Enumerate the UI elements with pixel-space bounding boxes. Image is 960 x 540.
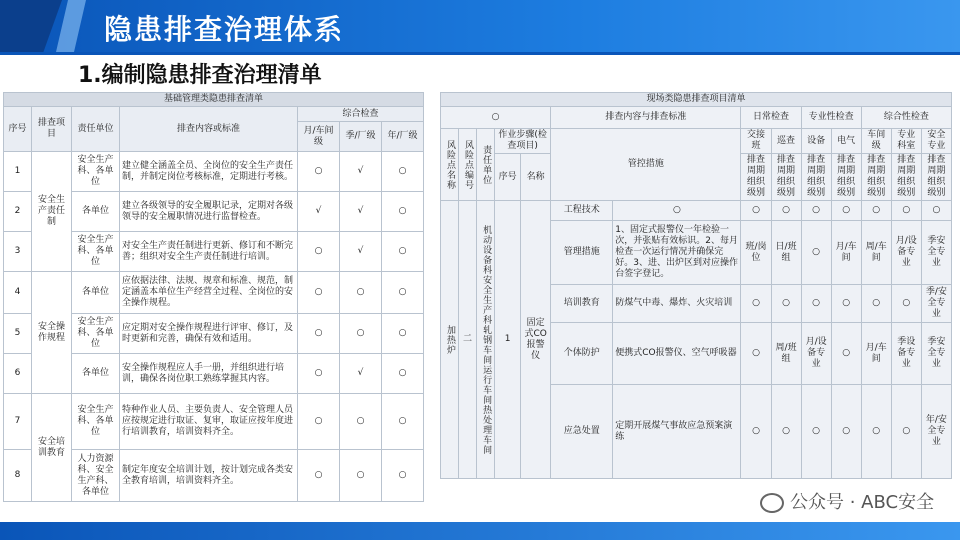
row-content: 应依据法律、法规、规章和标准、规范，制定涵盖本单位生产经营全过程、全岗位的安全操作规程。 <box>120 272 298 314</box>
cell: 季/安全专业 <box>921 285 951 323</box>
table-row <box>4 152 424 192</box>
risk-no-value: 二 <box>459 201 477 479</box>
row-dept: 安全生产科、各单位 <box>72 314 120 354</box>
header-daily: 日常检查 <box>741 107 801 129</box>
header-group: 综合检查 <box>298 107 424 122</box>
cell: ○ <box>741 323 771 385</box>
header-item: 排查项目 <box>32 107 72 152</box>
basic-management-table <box>3 92 424 502</box>
risk-point-value: 加热炉 <box>445 324 456 355</box>
cell: ○ <box>861 285 891 323</box>
header-equip: 设备 <box>801 129 831 154</box>
header-name: 名称 <box>521 154 551 201</box>
cell: ○ <box>891 385 921 479</box>
header-content: 排查内容或标准 <box>120 107 298 152</box>
cell: 月/设备专业 <box>801 323 831 385</box>
row-quarterly: ○ <box>340 272 382 314</box>
cell: ○ <box>831 385 861 479</box>
row-dept: 各单位 <box>72 272 120 314</box>
header-comprehensive: 综合性检查 <box>861 107 951 129</box>
cell: 月/车间 <box>831 221 861 285</box>
cell: 年/安全专业 <box>921 385 951 479</box>
row-monthly: √ <box>298 192 340 232</box>
row-yearly: ○ <box>382 450 424 502</box>
measure-cat: 培训教育 <box>551 285 613 323</box>
header-quarterly: 季/厂级 <box>340 122 382 152</box>
row-dept: 各单位 <box>72 192 120 232</box>
measure-cat: 工程技术 <box>551 201 613 221</box>
org-level: 排查周期组织级别 <box>891 154 921 201</box>
measure-cat: 管理措施 <box>551 221 613 285</box>
row-seq: 5 <box>4 314 32 354</box>
measure-text: ○ <box>613 201 741 221</box>
row-monthly: ○ <box>298 272 340 314</box>
cell: 班/岗位 <box>741 221 771 285</box>
cell: 季安全专业 <box>921 221 951 285</box>
row-dept: 安全生产科、各单位 <box>72 394 120 450</box>
row-quarterly: ○ <box>340 394 382 450</box>
table-row <box>4 272 424 314</box>
page-subtitle: 1.编制隐患排查治理清单 <box>78 63 322 88</box>
header-control: 管控措施 <box>551 129 741 201</box>
row-content: 建立各级领导的安全履职记录，定期对各级领导的安全履职情况进行监督检查。 <box>120 192 298 232</box>
org-level: 排查周期组织级别 <box>801 154 831 201</box>
row-dept: 人力资源科、安全生产科、各单位 <box>72 450 120 502</box>
row-monthly: ○ <box>298 232 340 272</box>
header-risk-no: 风险点编号 <box>463 139 474 190</box>
row-seq: 6 <box>4 354 32 394</box>
header-seq: 序号 <box>495 154 521 201</box>
row-content: 建立健全涵盖全员、全岗位的安全生产责任制，并制定岗位考核标准，定期进行考核。 <box>120 152 298 192</box>
org-level: 排查周期组织级别 <box>831 154 861 201</box>
row-quarterly: √ <box>340 232 382 272</box>
cell: ○ <box>831 201 861 221</box>
table1-caption: 基础管理类隐患排查清单 <box>4 93 424 107</box>
cell: 周/车间 <box>861 221 891 285</box>
cell: ○ <box>771 385 801 479</box>
header-steps: 作业步骤(检查项目) <box>495 129 551 154</box>
header-safety: 安全专业 <box>921 129 951 154</box>
row-quarterly: √ <box>340 152 382 192</box>
header-special: 专业性检查 <box>801 107 861 129</box>
cell: 周/班组 <box>771 323 801 385</box>
cell: ○ <box>801 221 831 285</box>
row-content: 应定期对安全操作规程进行评审、修订，及时更新和完善，确保有效和适用。 <box>120 314 298 354</box>
footer-bar <box>0 522 960 540</box>
measure-cat: 个体防护 <box>551 323 613 385</box>
header-patrol: 巡查 <box>771 129 801 154</box>
header-elec: 电气 <box>831 129 861 154</box>
row-monthly: ○ <box>298 152 340 192</box>
row-quarterly: ○ <box>340 450 382 502</box>
row-seq: 3 <box>4 232 32 272</box>
row-yearly: ○ <box>382 232 424 272</box>
row-seq: 2 <box>4 192 32 232</box>
header-shift: 交接班 <box>741 129 771 154</box>
cell: ○ <box>801 385 831 479</box>
table2-caption: 现场类隐患排查项目清单 <box>441 93 952 107</box>
cell: ○ <box>921 201 951 221</box>
row-seq: 1 <box>4 152 32 192</box>
row-dept: 安全生产科、各单位 <box>72 232 120 272</box>
watermark-text: 公众号 · ABC安全 <box>790 492 935 513</box>
measure-text: 1、固定式报警仪一年检验一次，并张贴有效标识。2、每月检查一次运行情况并确保完好。3、进、出炉区到对应操作台签字登记。 <box>613 221 741 285</box>
row-content: 对安全生产责任制进行更新、修订和不断完善；组织对安全生产责任制进行培训。 <box>120 232 298 272</box>
header-workshop: 车间级 <box>861 129 891 154</box>
cell: ○ <box>831 285 861 323</box>
cell: 月/设备专业 <box>891 221 921 285</box>
row-monthly: ○ <box>298 450 340 502</box>
row-content: 制定年度安全培训计划，按计划完成各类安全教育培训，培训资料齐全。 <box>120 450 298 502</box>
measure-text: 便携式CO报警仪、空气呼吸器 <box>613 323 741 385</box>
row-monthly: ○ <box>298 354 340 394</box>
cell: 季设备专业 <box>891 323 921 385</box>
org-level: 排查周期组织级别 <box>861 154 891 201</box>
row-monthly: ○ <box>298 394 340 450</box>
row-dept: 各单位 <box>72 354 120 394</box>
cell: ○ <box>771 201 801 221</box>
item-label: 安全生产责任制 <box>32 152 72 272</box>
row-yearly: ○ <box>382 314 424 354</box>
measure-text: 防煤气中毒、爆炸、火灾培训 <box>613 285 741 323</box>
site-hazard-table <box>440 92 952 479</box>
cell: ○ <box>801 285 831 323</box>
seq-value: 1 <box>495 201 521 479</box>
watermark <box>760 488 934 514</box>
table-row <box>4 394 424 450</box>
header-monthly: 月/车间级 <box>298 122 340 152</box>
banner-underline <box>0 52 960 55</box>
cell: ○ <box>891 285 921 323</box>
cell: ○ <box>741 385 771 479</box>
cell: 月/车间 <box>861 323 891 385</box>
row-seq: 4 <box>4 272 32 314</box>
row-yearly: ○ <box>382 394 424 450</box>
cell: 日/班组 <box>771 221 801 285</box>
org-level: 排查周期组织级别 <box>921 154 951 201</box>
org-level: 排查周期组织级别 <box>771 154 801 201</box>
name-value: 固定式CO报警仪 <box>521 201 551 479</box>
table-row <box>441 201 952 221</box>
header-resp: 责任单位 <box>481 144 492 185</box>
header-yearly: 年/厂级 <box>382 122 424 152</box>
cell: ○ <box>801 201 831 221</box>
row-yearly: ○ <box>382 192 424 232</box>
cell: ○ <box>741 201 771 221</box>
page-title: 隐患排查治理体系 <box>104 13 345 46</box>
top-mark: ○ <box>441 107 551 129</box>
row-quarterly: √ <box>340 192 382 232</box>
row-content: 安全操作规程应人手一册，并组织进行培训，确保各岗位职工熟练掌握其内容。 <box>120 354 298 394</box>
header-dept: 责任单位 <box>72 107 120 152</box>
cell: ○ <box>891 201 921 221</box>
cell: ○ <box>861 385 891 479</box>
org-level: 排查周期组织级别 <box>741 154 771 201</box>
row-dept: 安全生产科、各单位 <box>72 152 120 192</box>
header-risk-point: 风险点名称 <box>445 139 456 190</box>
cell: ○ <box>771 285 801 323</box>
header-content-std: 排查内容与排查标准 <box>551 107 741 129</box>
row-seq: 8 <box>4 450 32 502</box>
wechat-icon <box>760 493 784 513</box>
row-yearly: ○ <box>382 272 424 314</box>
resp-value: 机动设备科安全生产科轧钢车间运行车间热处理车间 <box>481 224 492 455</box>
header-banner <box>0 0 960 52</box>
measure-cat: 应急处置 <box>551 385 613 479</box>
row-yearly: ○ <box>382 152 424 192</box>
banner-stripe-light <box>56 0 86 52</box>
header-dept: 专业科室 <box>891 129 921 154</box>
row-monthly: ○ <box>298 314 340 354</box>
item-label: 安全操作规程 <box>32 272 72 394</box>
cell: ○ <box>861 201 891 221</box>
row-seq: 7 <box>4 394 32 450</box>
cell: ○ <box>741 285 771 323</box>
row-yearly: ○ <box>382 354 424 394</box>
header-seq: 序号 <box>4 107 32 152</box>
banner-stripe <box>0 0 62 52</box>
row-quarterly: √ <box>340 354 382 394</box>
row-content: 特种作业人员、主要负责人、安全管理人员应按规定进行取证、复审，取证应按年度进行培训教育，培训资料齐全。 <box>120 394 298 450</box>
cell: ○ <box>831 323 861 385</box>
cell: 季安全专业 <box>921 323 951 385</box>
item-label: 安全培训教育 <box>32 394 72 502</box>
measure-text: 定期开展煤气事故应急预案演练 <box>613 385 741 479</box>
row-quarterly: ○ <box>340 314 382 354</box>
